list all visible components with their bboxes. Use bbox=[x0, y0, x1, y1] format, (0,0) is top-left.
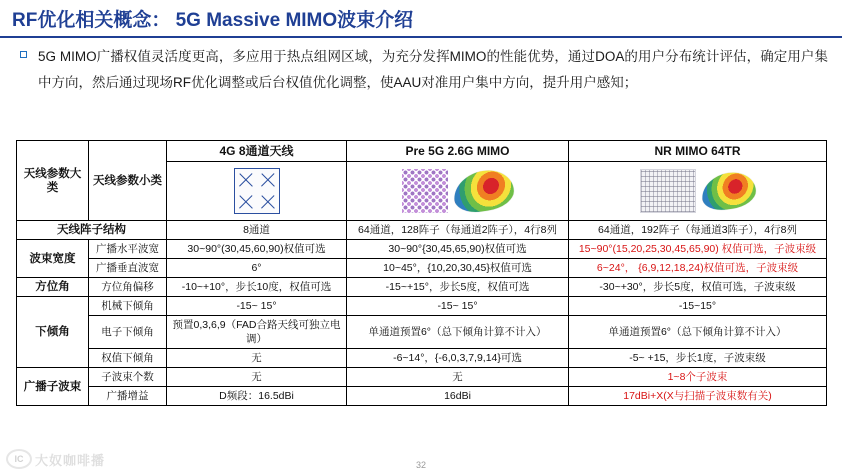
sub-label: 机械下倾角 bbox=[89, 297, 167, 316]
cell-4g: 无 bbox=[167, 349, 347, 368]
cell-pre5g: 10~45°，{10,20,30,45}权值可选 bbox=[347, 259, 569, 278]
watermark-text: 大奴咖啡播 bbox=[35, 452, 106, 468]
header-subcat: 天线参数小类 bbox=[89, 141, 167, 221]
bullet-square-icon bbox=[20, 51, 27, 58]
cell-pre5g: -15~+15°，步长5度，权值可选 bbox=[347, 278, 569, 297]
row-label-azimuth: 方位角 bbox=[17, 278, 89, 297]
image-cell-4g bbox=[167, 162, 347, 221]
header-product-4g: 4G 8通道天线 bbox=[167, 141, 347, 162]
table-row bbox=[17, 221, 827, 240]
table-row bbox=[17, 278, 827, 297]
cell-pre5g: 64通道，128阵子（每通道2阵子），4行8列 bbox=[347, 221, 569, 240]
cell-nr: 单通道预置6°（总下倾角计算不计入） bbox=[569, 316, 827, 349]
table-row bbox=[17, 316, 827, 349]
cell-4g: D频段：16.5dBi bbox=[167, 387, 347, 406]
comparison-table bbox=[16, 140, 827, 406]
cell-pre5g: 16dBi bbox=[347, 387, 569, 406]
cell-4g: -15~ 15° bbox=[167, 297, 347, 316]
header-product-nr: NR MIMO 64TR bbox=[569, 141, 827, 162]
image-cell-nr bbox=[569, 162, 827, 221]
table-header-row bbox=[17, 141, 827, 162]
row-label-structure: 天线阵子结构 bbox=[17, 221, 167, 240]
cell-4g: -10~+10°，步长10度，权值可选 bbox=[167, 278, 347, 297]
table-row bbox=[17, 387, 827, 406]
bullet-block bbox=[16, 44, 828, 96]
table-row bbox=[17, 297, 827, 316]
sub-label: 广播垂直波宽 bbox=[89, 259, 167, 278]
cell-nr: 64通道，192阵子（每通道3阵子），4行8列 bbox=[569, 221, 827, 240]
cell-nr: -30~+30°，步长5度，权值可选，子波束级 bbox=[569, 278, 827, 297]
cell-4g: 6° bbox=[167, 259, 347, 278]
sub-label: 广播水平波宽 bbox=[89, 240, 167, 259]
cell-pre5g: 单通道预置6°（总下倾角计算不计入） bbox=[347, 316, 569, 349]
cell-nr: -15~15° bbox=[569, 297, 827, 316]
cell-nr: 6~24°， {6,9,12,18,24)权值可选，子波束级 bbox=[569, 259, 827, 278]
sub-label: 子波束个数 bbox=[89, 368, 167, 387]
sub-label: 方位角偏移 bbox=[89, 278, 167, 297]
cell-4g: 无 bbox=[167, 368, 347, 387]
header-cat: 天线参数大类 bbox=[17, 141, 89, 221]
page-title: RF优化相关概念： 5G Massive MIMO波束介绍 bbox=[12, 10, 414, 31]
cell-4g: 8通道 bbox=[167, 221, 347, 240]
row-label-subbeam: 广播子波束 bbox=[17, 368, 89, 406]
cell-4g: 预置0,3,6,9（FAD合路天线可独立电调） bbox=[167, 316, 347, 349]
cell-pre5g: 无 bbox=[347, 368, 569, 387]
sub-label: 广播增益 bbox=[89, 387, 167, 406]
page-number: 32 bbox=[415, 460, 426, 470]
table-row bbox=[17, 259, 827, 278]
cell-pre5g: -15~ 15° bbox=[347, 297, 569, 316]
image-cell-pre5g bbox=[347, 162, 569, 221]
antenna-array-panel-icon bbox=[402, 169, 448, 213]
row-label-beamwidth: 波束宽度 bbox=[17, 240, 89, 278]
table-row bbox=[17, 368, 827, 387]
table-row bbox=[17, 240, 827, 259]
antenna-array-panel-icon bbox=[640, 169, 696, 213]
table-row bbox=[17, 349, 827, 368]
antenna-8channel-icon bbox=[234, 168, 280, 214]
cell-4g: 30~90°(30,45,60,90)权值可选 bbox=[167, 240, 347, 259]
watermark-badge: IC bbox=[6, 449, 32, 469]
sub-label: 电子下倾角 bbox=[89, 316, 167, 349]
cell-pre5g: -6~14°，{-6,0,3,7,9,14}可选 bbox=[347, 349, 569, 368]
sub-label: 权值下倾角 bbox=[89, 349, 167, 368]
header-product-pre5g: Pre 5G 2.6G MIMO bbox=[347, 141, 569, 162]
cell-nr: -5~ +15，步长1度，子波束级 bbox=[569, 349, 827, 368]
cell-nr: 17dBi+X(X与扫描子波束数有关) bbox=[569, 387, 827, 406]
cell-pre5g: 30~90°{30,45,65,90)权值可选 bbox=[347, 240, 569, 259]
beam-lobe-icon bbox=[701, 169, 756, 213]
beam-lobe-icon bbox=[453, 167, 514, 216]
title-bar bbox=[0, 0, 842, 38]
row-label-downtilt: 下倾角 bbox=[17, 297, 89, 368]
comparison-table-wrapper bbox=[16, 140, 826, 406]
cell-nr: 15~90°(15,20,25,30,45,65,90) 权值可选，子波束级 bbox=[569, 240, 827, 259]
cell-nr: 1~8个子波束 bbox=[569, 368, 827, 387]
bullet-text: 5G MIMO广播权值灵活度更高，多应用于热点组网区域，为充分发挥MIMO的性能优势，通过DOA的用户分布统计评估，确定用户集中方向，然后通过现场RF优化调整或后台权值优化调整，使AAU对准用户集中方向，提升用户感知； bbox=[38, 49, 828, 90]
